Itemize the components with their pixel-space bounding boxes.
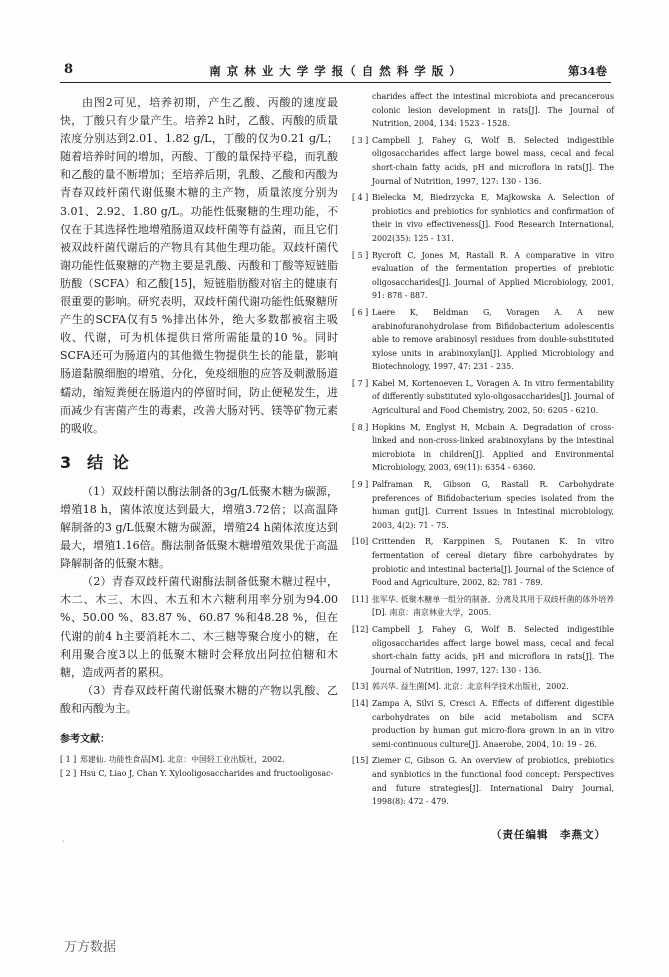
- reference-text: 郑建仙. 功能性食品[M]. 北京：中国轻工业出版社，2002.: [80, 755, 285, 764]
- reference-item: [352, 134, 614, 188]
- reference-number: [12]: [352, 624, 369, 634]
- reference-text: Campbell J, Fahey G, Wolf B. Selected indigestible oligosaccharides affect large bowel mass, cecal and fecal short-chain fatty acids, pH and microflora in rats[J]. The Journal of Nutrition, 1997, 127: 130 - 136.: [372, 135, 614, 186]
- margin-mark: `: [62, 840, 66, 849]
- reference-text: Bielecka M, Biedrzycka E, Majkowska A. Selection of probiotics and prebiotics for synbiotics and confirmation of their in vivo effectiveness[J]. Food Research International, 2002(35): 125 - 131.: [372, 193, 614, 243]
- section-title: 结 论: [87, 452, 131, 472]
- reference-number: [ 5 ]: [352, 250, 369, 260]
- reference-text: charides affect the intestinal microbiota and precancerous colonic lesion development in rats[J]. The Journal of Nutrition, 2004, 134: 1523 - 1528.: [372, 92, 614, 129]
- reference-item: [352, 623, 614, 677]
- reference-text: Laere K, Beldman G, Voragen A. A new arabinofuranohydrolase from Bifidobacterium adolescentis able to remove arabinosyl residues from double-substituted xylose units in arabinoxylan[J]. Applied Microbiology and Biotechnology, 1997, 47: 231 - 235.: [372, 307, 614, 372]
- reference-number: [ 8 ]: [352, 422, 369, 432]
- reference-text: 郭兴华. 益生菌[M]. 北京：北京科学技术出版社，2002.: [372, 682, 569, 692]
- reference-text: Zampa A, Silvi S, Cresci A. Effects of different digestible carbohydrates on bile acid metabolism and SCFA production by human gut micro-flora grown in an in vitro semi-continuous culture[J]. Anaerobe, 2004, 10: 19 - 26.: [372, 698, 614, 749]
- reference-text: Kabel M, Kortenoeven L, Voragen A. In vitro fermentability of differently substituted xylo-oligosaccharides[J]. Journal of Agricultural and Food Chemistry, 2002, 50: 6205 - 6210.: [372, 378, 614, 416]
- discussion-paragraph: 由图2可见，培养初期，产生乙酸、丙酸的速度最快，丁酸只有少量产生。培养2 h时，乙酸、丙酸的质量浓度分别达到2.01、1.82 g/L，丁酸的仅为0.21 g/L；随着培养时间的增加，丙酸、丁酸的量保持平稳，而乳酸和乙酸的量不断增加；至培养后期，乳酸、乙酸和丙酸为青春双歧杆菌代谢低聚木糖的主产物，质量浓度分别为3.01、2.92、1.80 g/L。功能性低聚糖的生理功能，不仅在于其选择性地增殖肠道双歧杆菌等有益菌，而且它们被双歧杆菌代谢后的产物具有其他生理功能。双歧杆菌代谢功能性低聚糖的产物主要是乳酸、丙酸和丁酸等短链脂肪酸（SCFA）和乙酸[15]，短链脂肪酸对宿主的健康有很重要的影响。研究表明，双歧杆菌代谢功能性低聚糖所产生的SCFA仅有5 %排出体外，绝大多数都被宿主吸收、代谢，可为机体提供日常所需能量的10 %。同时SCFA还可为肠道内的其他微生物提供生长的能量，影响肠道黏膜细胞的增殖、分化，免疫细胞的应答及刺激肠道蠕动，缩短粪便在肠道内的停留时间，防止便秘发生，进而减少有害菌产生的毒素，改善大肠对钙、镁等矿物元素的吸收。: [60, 96, 338, 435]
- reference-number: [ 9 ]: [352, 480, 369, 490]
- reference-text: Crittenden R, Karppinen S, Poutanen K. In vitro fermentation of cereal dietary fibre carbohydrates by probiotic and intestinal bacteria[J]. Journal of the Science of Food and Agriculture, 2002, 82: 781 - 789.: [372, 537, 614, 588]
- reference-number: [15]: [352, 756, 369, 766]
- reference-item: [352, 680, 614, 694]
- reference-item: [352, 249, 614, 303]
- journal-title: 南 京 林 业 大 学 学 报（ 自 然 科 学 版 ）: [209, 64, 462, 78]
- reference-text: Hsu C, Liao J, Chan Y. Xylooligosaccharides and fructooligosac-: [80, 768, 334, 778]
- reference-item: [352, 535, 614, 589]
- volume-label: 第34卷: [567, 64, 607, 78]
- reference-item: [60, 767, 338, 781]
- reference-number: [ 4 ]: [352, 193, 369, 203]
- page-header: [60, 62, 611, 83]
- reference-item: [352, 191, 614, 245]
- conclusion-item-3: （3）青春双歧杆菌代谢低聚木糖的产物以乳酸、乙酸和丙酸为主。: [60, 683, 338, 715]
- section-number: 3: [60, 452, 74, 472]
- reference-item: [352, 306, 614, 374]
- section-heading-conclusion: [60, 450, 338, 473]
- conclusion-item-2: （2）青春双歧杆菌代谢酶法制备低聚木糖过程中，木二、木三、木四、木五和木六糖利用率分别为94.00 %、50.00 %、83.87 %、60.87 %和48.28 %，但在代谢的前4 h主要消耗木二、木三糖等聚合度小的糖，在利用聚合度3以上的低聚木糖时会释放出阿拉伯糖和木糖，造成两者的累积。: [60, 575, 338, 679]
- reference-item: [60, 753, 338, 767]
- reference-number: [ 6 ]: [352, 307, 369, 317]
- watermark-text: 万方数据: [64, 940, 117, 955]
- reference-item: [352, 478, 614, 532]
- reference-number: [ 3 ]: [352, 135, 369, 145]
- responsible-editor: （责任编辑 李燕文）: [491, 828, 606, 841]
- reference-text: 张军华. 低聚木糖单一组分的制备、分离及其用于双歧杆菌的体外培养[D]. 南京：南京林业大学，2005.: [372, 594, 614, 618]
- reference-item: [352, 697, 614, 751]
- reference-continuation: [352, 90, 614, 131]
- page-number: 8: [64, 62, 74, 77]
- reference-text: Ziemer C, Gibson G. An overview of probiotics, prebiotics and synbiotics in the functional food concept: Perspectives and future strategies[J]. International Dairy Journal, 1998(8): 472 - 479.: [372, 756, 614, 807]
- reference-item: [352, 377, 614, 418]
- reference-item: [352, 754, 614, 808]
- reference-item: [352, 593, 614, 620]
- left-column: [60, 94, 338, 780]
- reference-item: [352, 421, 614, 475]
- reference-number: [ 7 ]: [352, 378, 369, 388]
- reference-number: [ 2 ]: [60, 768, 77, 778]
- conclusion-item-1: （1）双歧杆菌以酶法制备的3g/L低聚木糖为碳源，增殖18 h，菌体浓度达到最大，增殖3.72倍；以高温降解制备的3 g/L低聚木糖为碳源，增殖24 h菌体浓度达到最大，增殖1.16倍。酶法制备低聚木糖增殖效果优于高温降解制备的低聚木糖。: [60, 484, 338, 571]
- reference-number: [13]: [352, 682, 369, 692]
- reference-text: Rycroft C, Jones M, Rastall R. A comparative in vitro evaluation of the fermentation properties of prebiotic oligosaccharides[J]. Journal of Applied Microbiology, 2001, 91: 878 - 887.: [372, 250, 614, 301]
- reference-number: [10]: [352, 537, 369, 547]
- right-column: [352, 90, 614, 842]
- reference-text: Hopkins M, Englyst H, Mcbain A. Degradation of cross-linked and non-cross-linked arabinoxylans by the intestinal microbiota in children[J]. Applied and Environmental Microbiology, 2003, 69(11): 6354 - 6360.: [372, 422, 614, 473]
- reference-number: [ 1 ]: [60, 755, 77, 764]
- reference-text: Palframan R, Gibson G, Rastall R. Carbohydrate preferences of Bifidobacterium species isolated from the human gut[J]. Current Issues in Intestinal microbiology, 2003, 4(2): 71 - 75.: [372, 480, 614, 530]
- reference-number: [11]: [352, 594, 369, 604]
- references-heading: 参考文献：: [60, 734, 110, 745]
- reference-number: [14]: [352, 698, 369, 708]
- reference-text: Campbell J, Fahey G, Wolf B. Selected indigestible oligosaccharides affect large bowel mass, cecal and fecal short-chain fatty acids, pH and microflora in rats[J]. The Journal of Nutrition, 1997, 127: 130 - 136.: [372, 624, 614, 675]
